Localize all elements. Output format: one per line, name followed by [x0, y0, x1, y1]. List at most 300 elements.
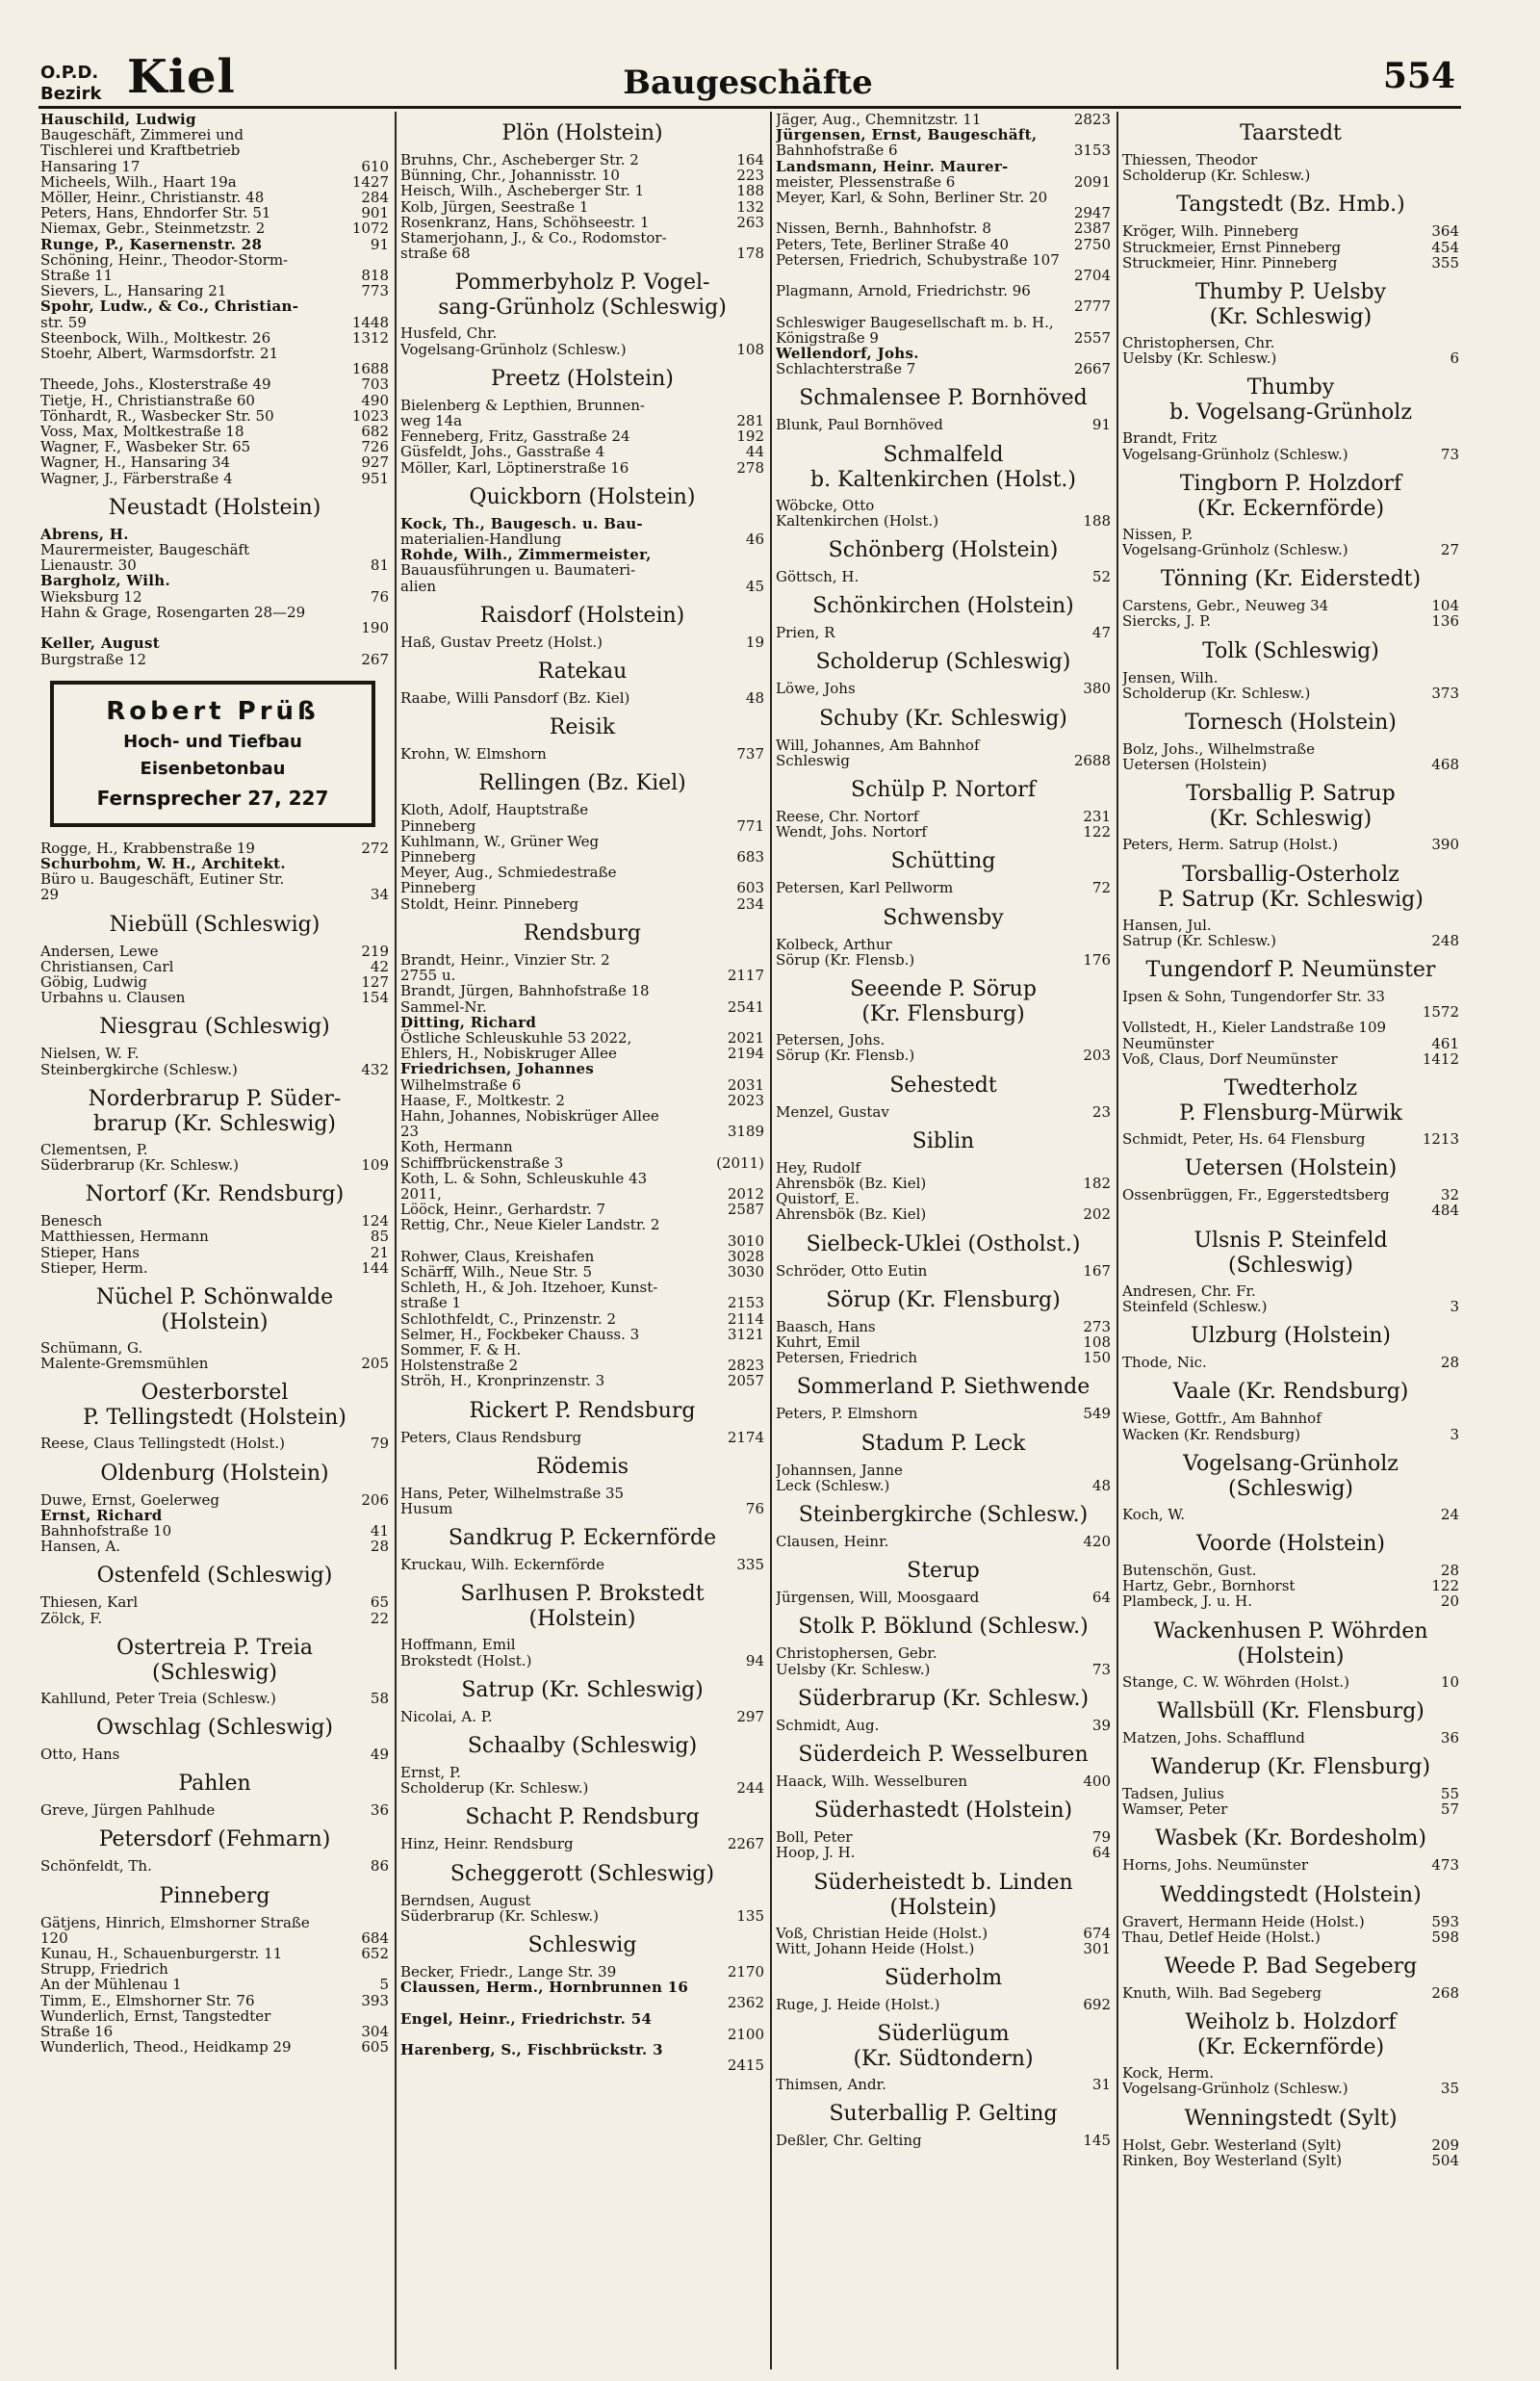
- phone-number: 122: [1431, 1577, 1459, 1595]
- phone-number: 549: [1083, 1405, 1111, 1423]
- entry-text: Möller, Karl, Löptinerstraße 16: [400, 458, 629, 477]
- entry-text: Stieper, Herm.: [40, 1258, 148, 1277]
- place-heading: Weiholz b. Holzdorf: [1185, 2010, 1397, 2035]
- directory-entry: [776, 127, 1111, 142]
- phone-number: 1312: [351, 328, 389, 347]
- phone-number: 461: [1431, 1034, 1459, 1052]
- phone-number: 951: [361, 469, 389, 487]
- directory-entry: [40, 1523, 389, 1539]
- phone-number: 41: [370, 1521, 389, 1540]
- phone-number: 1072: [351, 220, 389, 238]
- phone-number: 3030: [727, 1262, 764, 1281]
- entry-text: Peters, Tete, Berliner Straße 40: [776, 235, 1010, 253]
- phone-number: 1427: [351, 172, 389, 191]
- entry-text: Maurermeister, Baugeschäft: [40, 541, 250, 559]
- entry-text: 120: [40, 1928, 68, 1947]
- directory-entry: [1122, 598, 1459, 613]
- entry-text: Schöning, Heinr., Theodor-Storm-: [40, 250, 289, 269]
- entry-text: Bünning, Chr., Johannisstr. 10: [400, 167, 620, 185]
- directory-entry: [1122, 152, 1459, 168]
- phone-number: 178: [736, 245, 764, 263]
- entry-text: Pinneberg: [400, 848, 476, 867]
- entry-text: Vogelsang-Grünholz (Schlesw.): [1122, 541, 1348, 559]
- entry-text: Niemax, Gebr., Steinmetzstr. 2: [40, 220, 266, 238]
- directory-entry: [40, 159, 389, 174]
- directory-entry: [400, 1046, 764, 1061]
- phone-number: 192: [736, 427, 764, 446]
- place-heading: Süderdeich P. Wesselburen: [798, 1742, 1089, 1767]
- directory-entry: [400, 1995, 764, 2010]
- entry-text: Wacken (Kr. Rendsburg): [1122, 1425, 1300, 1443]
- phone-number: 400: [1083, 1772, 1111, 1790]
- entry-text: Kaltenkirchen (Holst.): [776, 511, 939, 530]
- place-heading: Thumby P. Uelsby: [1194, 280, 1387, 305]
- phone-number: 2057: [727, 1372, 764, 1390]
- directory-entry: [400, 1893, 764, 1908]
- entry-text: Baugeschäft, Zimmerei und: [40, 126, 244, 144]
- directory-entry: [776, 1406, 1111, 1421]
- directory-entry: [1122, 223, 1459, 239]
- phone-number: 132: [736, 197, 764, 216]
- entry-text: Bargholz, Wilh.: [40, 572, 170, 590]
- directory-entry: [40, 1245, 389, 1260]
- entry-text: Pinneberg: [400, 879, 476, 897]
- directory-entry: [1122, 1563, 1459, 1578]
- phone-number: 167: [1083, 1261, 1111, 1280]
- directory-entry: [1122, 335, 1459, 350]
- directory-entry: [400, 1765, 764, 1780]
- entry-text: Ossenbrüggen, Fr., Eggerstedtsberg: [1122, 1186, 1390, 1204]
- entry-text: Husfeld, Chr.: [400, 324, 498, 343]
- directory-entry: [400, 428, 764, 444]
- directory-entry: [776, 268, 1111, 283]
- entry-text: Hansen, A.: [40, 1538, 121, 1556]
- entry-text: Spohr, Ludw., & Co., Christian-: [40, 298, 299, 316]
- entry-text: Jäger, Aug., Chemnitzstr. 11: [776, 112, 982, 128]
- entry-text: Kruckau, Wilh. Eckernförde: [400, 1556, 604, 1574]
- column-divider: [770, 112, 772, 2369]
- entry-text: Wendt, Johs. Nortorf: [776, 823, 927, 841]
- entry-text: Zölck, F.: [40, 1609, 103, 1627]
- entry-text: str. 59: [40, 313, 87, 331]
- directory-entry: [400, 444, 764, 459]
- phone-number: 145: [1083, 2132, 1111, 2150]
- entry-text: Ernst, P.: [400, 1764, 461, 1781]
- place-heading: Oldenburg (Holstein): [100, 1461, 329, 1486]
- phone-number: 21: [370, 1243, 389, 1261]
- entry-text: Peters, Herm. Satrup (Holst.): [1122, 836, 1339, 854]
- directory-entry: [776, 2133, 1111, 2148]
- directory-entry: [776, 1263, 1111, 1279]
- directory-entry: [400, 2042, 764, 2057]
- directory-entry: [40, 2039, 389, 2055]
- phone-number: 81: [370, 556, 389, 575]
- directory-entry: [1122, 1730, 1459, 1746]
- entry-text: Thiessen, Theodor: [1122, 151, 1258, 168]
- directory-entry: [40, 527, 389, 542]
- entry-text: Göbig, Ludwig: [40, 972, 148, 991]
- phone-number: 2170: [727, 1963, 764, 1981]
- place-heading: Taarstedt: [1240, 121, 1342, 145]
- phone-number: 2031: [727, 1075, 764, 1094]
- entry-text: Sievers, L., Hansaring 21: [40, 282, 227, 300]
- phone-number: 85: [370, 1228, 389, 1246]
- entry-text: Haß, Gustav Preetz (Holst.): [400, 633, 603, 651]
- directory-entry: [776, 1534, 1111, 1549]
- place-heading: Wanderup (Kr. Flensburg): [1150, 1754, 1431, 1779]
- place-heading: Pahlen: [178, 1772, 251, 1797]
- directory-entry: [400, 1342, 764, 1358]
- entry-text: Boll, Peter: [776, 1828, 853, 1847]
- place-heading: Voorde (Holstein): [1196, 1531, 1385, 1556]
- directory-entry: [40, 471, 389, 486]
- directory-entry: [40, 439, 389, 454]
- place-heading: Sommerland P. Siethwende: [796, 1375, 1091, 1400]
- directory-entry: [400, 1093, 764, 1108]
- directory-entry: [400, 215, 764, 230]
- place-heading: Rickert P. Rendsburg: [469, 1398, 696, 1423]
- directory-entry: [776, 237, 1111, 252]
- entry-text: Östliche Schleuskuhle 53 2022,: [400, 1028, 632, 1047]
- place-heading: Ostertreia P. Treia: [116, 1635, 313, 1660]
- directory-entry: [1122, 1929, 1459, 1945]
- directory-entry: [776, 1773, 1111, 1789]
- phone-number: 104: [1431, 597, 1459, 615]
- entry-text: [40, 620, 389, 635]
- entry-text: 2755 u.: [400, 967, 456, 985]
- place-heading: (Schleswig): [151, 1660, 278, 1685]
- directory-entry: [40, 1436, 389, 1451]
- entry-text: Rohde, Wilh., Zimmermeister,: [400, 546, 652, 564]
- entry-text: [776, 205, 1111, 220]
- entry-text: Harenberg, S., Fischbrückstr. 3: [400, 2041, 663, 2059]
- directory-entry: [400, 1964, 764, 1980]
- directory-entry: [400, 342, 764, 357]
- entry-text: An der Mühlenau 1: [40, 1976, 182, 1994]
- directory-entry: [40, 1977, 389, 1992]
- directory-entry: [40, 190, 389, 205]
- directory-entry: [400, 1108, 764, 1124]
- entry-text: Hoffmann, Emil: [400, 1636, 516, 1654]
- directory-entry: [40, 620, 389, 635]
- phone-number: 122: [1083, 823, 1111, 841]
- phone-number: 703: [361, 375, 389, 394]
- entry-text: Hansen, Jul.: [1122, 916, 1212, 934]
- phone-number: 468: [1431, 756, 1459, 774]
- phone-number: 454: [1431, 238, 1459, 256]
- phone-number: 504: [1431, 2151, 1459, 2169]
- phone-number: 10: [1440, 1672, 1459, 1691]
- col4-entries: [1122, 121, 1459, 2168]
- phone-number: 42: [370, 957, 389, 975]
- entry-text: Bahnhofstraße 10: [40, 1521, 172, 1540]
- entry-text: Ipsen & Sohn, Tungendorfer Str. 33: [1122, 988, 1385, 1006]
- entry-text: Uetersen (Holstein): [1122, 756, 1268, 774]
- entry-text: Leck (Schlesw.): [776, 1476, 890, 1494]
- entry-text: Krohn, W. Elmshorn: [400, 745, 547, 763]
- column-3: [776, 112, 1111, 2369]
- entry-text: Peters, Hans, Ehndorfer Str. 51: [40, 204, 271, 222]
- directory-entry: [400, 1836, 764, 1851]
- entry-text: Greve, Jürgen Pahlhude: [40, 1801, 216, 1820]
- entry-text: [776, 268, 1111, 283]
- phone-number: 23: [1091, 1102, 1111, 1121]
- phone-number: 304: [361, 2023, 389, 2041]
- phone-number: 244: [736, 1779, 764, 1798]
- directory-entry: [1122, 1004, 1459, 1020]
- place-heading: Weddingstedt (Holstein): [1160, 1882, 1422, 1907]
- entry-text: Wiese, Gottfr., Am Bahnhof: [1122, 1410, 1322, 1428]
- place-heading: Süderholm: [884, 1965, 1003, 1990]
- entry-text: Hansaring 17: [40, 157, 141, 175]
- entry-text: Selmer, H., Fockbeker Chauss. 3: [400, 1325, 640, 1343]
- place-heading: Sielbeck-Uklei (Ostholst.): [806, 1231, 1081, 1256]
- entry-text: Wamser, Peter: [1122, 1800, 1228, 1819]
- directory-entry: [400, 325, 764, 341]
- directory-entry: [40, 1046, 389, 1061]
- phone-number: 297: [736, 1707, 764, 1725]
- directory-entry: [40, 1691, 389, 1706]
- entry-text: Kock, Herm.: [1122, 2064, 1214, 2083]
- directory-entry: [40, 652, 389, 667]
- entry-text: Clementsen, P.: [40, 1140, 148, 1158]
- directory-entry: [776, 159, 1111, 174]
- phone-number: 1023: [351, 406, 389, 425]
- phone-number: 2023: [727, 1091, 764, 1109]
- col1-entries-bottom: [40, 841, 389, 2056]
- directory-entry: [776, 1662, 1111, 1677]
- directory-entry: [1122, 1355, 1459, 1370]
- directory-entry: [40, 346, 389, 361]
- place-heading: Ratekau: [537, 660, 628, 685]
- directory-entry: [40, 944, 389, 959]
- entry-text: Lööck, Heinr., Gerhardstr. 7: [400, 1201, 606, 1219]
- entry-text: Clausen, Heinr.: [776, 1532, 889, 1550]
- directory-entry: [400, 802, 764, 817]
- entry-text: Petersen, Friedrich, Schubystraße 107: [776, 250, 1060, 269]
- directory-entry: [776, 513, 1111, 529]
- directory-entry: [1122, 1593, 1459, 1609]
- entry-text: Rettig, Chr., Neue Kieler Landstr. 2: [400, 1216, 660, 1234]
- entry-text: Göttsch, H.: [776, 568, 860, 586]
- entry-text: Nissen, P.: [1122, 525, 1194, 543]
- entry-text: Wunderlich, Theod., Heidkamp 29: [40, 2038, 292, 2057]
- directory-entry: [40, 283, 389, 298]
- directory-entry: [400, 1061, 764, 1076]
- phone-number: 490: [361, 391, 389, 409]
- directory-entry: [40, 298, 389, 314]
- place-heading: Weede P. Bad Segeberg: [1164, 1954, 1418, 1979]
- place-heading: Stadum P. Leck: [860, 1431, 1026, 1456]
- directory-entry: [776, 1206, 1111, 1222]
- directory-entry: [1122, 686, 1459, 701]
- place-heading: Raisdorf (Holstein): [479, 603, 685, 628]
- entry-text: Brandt, Fritz: [1122, 429, 1218, 448]
- directory-entry: [776, 417, 1111, 432]
- phone-number: 58: [370, 1689, 389, 1707]
- place-heading: Schmalensee P. Bornhöved: [799, 386, 1088, 411]
- directory-entry: [776, 142, 1111, 158]
- phone-number: 5: [379, 1976, 389, 1994]
- place-heading: (Kr. Südtondern): [853, 2047, 1034, 2072]
- phone-number: 2415: [727, 2057, 764, 2075]
- directory-entry: [40, 237, 389, 252]
- ad-line-2: Eisenbetonbau: [140, 758, 286, 779]
- directory-entry: [776, 252, 1111, 268]
- directory-entry: [40, 330, 389, 346]
- phone-number: 57: [1440, 1800, 1459, 1819]
- phone-number: (2011): [716, 1153, 764, 1172]
- entry-text: Theede, Johs., Klosterstraße 49: [40, 375, 271, 394]
- phone-number: 726: [361, 438, 389, 456]
- directory-entry: [40, 856, 389, 871]
- directory-entry: [776, 2077, 1111, 2092]
- entry-text: Butenschön, Gust.: [1122, 1561, 1257, 1579]
- entry-text: Kloth, Adolf, Hauptstraße: [400, 801, 589, 819]
- directory-entry: [1122, 1427, 1459, 1442]
- directory-entry: [1122, 918, 1459, 933]
- phone-number: 3028: [727, 1247, 764, 1265]
- place-heading: Nortorf (Kr. Rendsburg): [85, 1182, 345, 1207]
- entry-text: Ditting, Richard: [400, 1013, 537, 1031]
- place-heading: Tolk (Schleswig): [1202, 638, 1379, 663]
- directory-entry: [1122, 1283, 1459, 1299]
- entry-text: Jürgensen, Ernst, Baugeschäft,: [776, 126, 1038, 144]
- phone-number: 773: [361, 282, 389, 300]
- directory-entry: [40, 1356, 389, 1371]
- phone-number: 65: [370, 1593, 389, 1612]
- entry-text: 2011,: [400, 1184, 442, 1203]
- phone-number: 79: [1091, 1828, 1111, 1847]
- entry-text: Bolz, Johs., Wilhelmstraße: [1122, 740, 1316, 759]
- phone-number: 2267: [727, 1835, 764, 1853]
- entry-text: Schröder, Otto Eutin: [776, 1261, 928, 1280]
- entry-text: Uelsby (Kr. Schlesw.): [1122, 349, 1277, 368]
- phone-number: 91: [370, 235, 389, 253]
- directory-entry: [1122, 2153, 1459, 2168]
- entry-text: Prien, R: [776, 624, 835, 642]
- directory-entry: [776, 498, 1111, 513]
- place-heading: Schütting: [890, 849, 996, 874]
- entry-text: [400, 2057, 764, 2073]
- phone-number: 3: [1450, 1297, 1459, 1315]
- phone-number: 2541: [727, 997, 764, 1016]
- entry-text: Brandt, Heinr., Vinzier Str. 2: [400, 950, 610, 969]
- entry-text: [1122, 1203, 1459, 1218]
- phone-number: 2362: [727, 1994, 764, 2012]
- entry-text: Christophersen, Gebr.: [776, 1644, 937, 1663]
- directory-entry: [40, 142, 389, 158]
- entry-text: Knuth, Wilh. Bad Segeberg: [1122, 1983, 1322, 2002]
- phone-number: 281: [736, 412, 764, 430]
- directory-entry: [400, 746, 764, 762]
- entry-text: Kock, Th., Baugesch. u. Bau-: [400, 514, 643, 532]
- phone-number: 420: [1083, 1532, 1111, 1550]
- phone-number: 593: [1431, 1912, 1459, 1930]
- directory-entry: [776, 880, 1111, 895]
- phone-number: 86: [370, 1857, 389, 1876]
- directory-entry: [776, 1590, 1111, 1605]
- directory-entry: [1122, 837, 1459, 852]
- directory-entry: [400, 1139, 764, 1154]
- entry-text: Hauschild, Ludwig: [40, 112, 196, 128]
- entry-text: Ehlers, H., Nobiskruger Allee: [400, 1045, 617, 1063]
- directory-entry: [40, 1492, 389, 1508]
- col1-entries-top: [40, 112, 389, 667]
- directory-entry: [1122, 1020, 1459, 1035]
- phone-number: 19: [745, 633, 764, 651]
- directory-entry: [400, 1202, 764, 1217]
- phone-number: 234: [736, 894, 764, 913]
- phone-number: 150: [1083, 1349, 1111, 1367]
- directory-entry: [400, 634, 764, 650]
- directory-entry: [776, 952, 1111, 968]
- entry-text: Tietje, H., Christianstraße 60: [40, 391, 255, 409]
- directory-entry: [400, 1233, 764, 1249]
- entry-text: [40, 361, 389, 376]
- phone-number: 301: [1083, 1939, 1111, 1957]
- entry-text: Schlothfeldt, C., Prinzenstr. 2: [400, 1309, 616, 1328]
- place-heading: Schwensby: [883, 905, 1004, 930]
- entry-text: Jürgensen, Will, Moosgaard: [776, 1589, 980, 1607]
- entry-text: Petersen, Karl Pellworm: [776, 879, 954, 897]
- entry-text: weg 14a: [400, 412, 463, 430]
- column-1: [40, 112, 389, 2369]
- directory-entry: [400, 1186, 764, 1202]
- phone-number: 2153: [727, 1294, 764, 1312]
- place-heading: Süderhastedt (Holstein): [813, 1799, 1073, 1824]
- column-divider: [1116, 112, 1118, 2369]
- place-heading: Niebüll (Schleswig): [109, 912, 321, 937]
- phone-number: 205: [361, 1355, 389, 1373]
- directory-entry: [776, 330, 1111, 346]
- entry-text: Ströh, H., Kronprinzenstr. 3: [400, 1372, 605, 1390]
- entry-text: 23: [400, 1123, 420, 1141]
- directory-entry: [776, 1478, 1111, 1493]
- phone-number: 2117: [727, 967, 764, 985]
- directory-entry: [776, 112, 1111, 127]
- phone-number: 2114: [727, 1309, 764, 1328]
- entry-text: Bauausführungen u. Baumateri-: [400, 561, 636, 580]
- place-heading: Rödemis: [535, 1454, 629, 1479]
- entry-text: Abrens, H.: [40, 525, 129, 543]
- directory-entry: [40, 220, 389, 236]
- place-heading: Rendsburg: [524, 920, 641, 945]
- phone-number: 219: [361, 942, 389, 960]
- entry-text: Voß, Christian Heide (Holst.): [776, 1924, 988, 1942]
- place-heading: (Kr. Schleswig): [1209, 305, 1373, 330]
- directory-entry: [40, 1802, 389, 1818]
- place-heading: Tangstedt (Bz. Hmb.): [1176, 193, 1405, 218]
- place-heading: Tungendorf P. Neumünster: [1145, 958, 1436, 983]
- entry-text: Christophersen, Chr.: [1122, 334, 1275, 352]
- directory-entry: [776, 625, 1111, 640]
- entry-text: Haase, F., Moltkestr. 2: [400, 1091, 565, 1109]
- entry-text: Plagmann, Arnold, Friedrichstr. 96: [776, 282, 1031, 300]
- entry-text: Haack, Wilh. Wesselburen: [776, 1772, 968, 1790]
- directory-entry: [1122, 1801, 1459, 1817]
- directory-entry: [400, 1171, 764, 1186]
- directory-entry: [400, 1030, 764, 1046]
- phone-number: 94: [745, 1651, 764, 1669]
- phone-number: 484: [1431, 1202, 1459, 1220]
- entry-text: Urbahns u. Clausen: [40, 989, 186, 1007]
- directory-entry: [40, 252, 389, 268]
- directory-entry: [1122, 2081, 1459, 2096]
- place-heading: Schuby (Kr. Schleswig): [819, 706, 1067, 731]
- directory-entry: [776, 681, 1111, 696]
- place-heading: P. Tellingstedt (Holstein): [83, 1406, 346, 1431]
